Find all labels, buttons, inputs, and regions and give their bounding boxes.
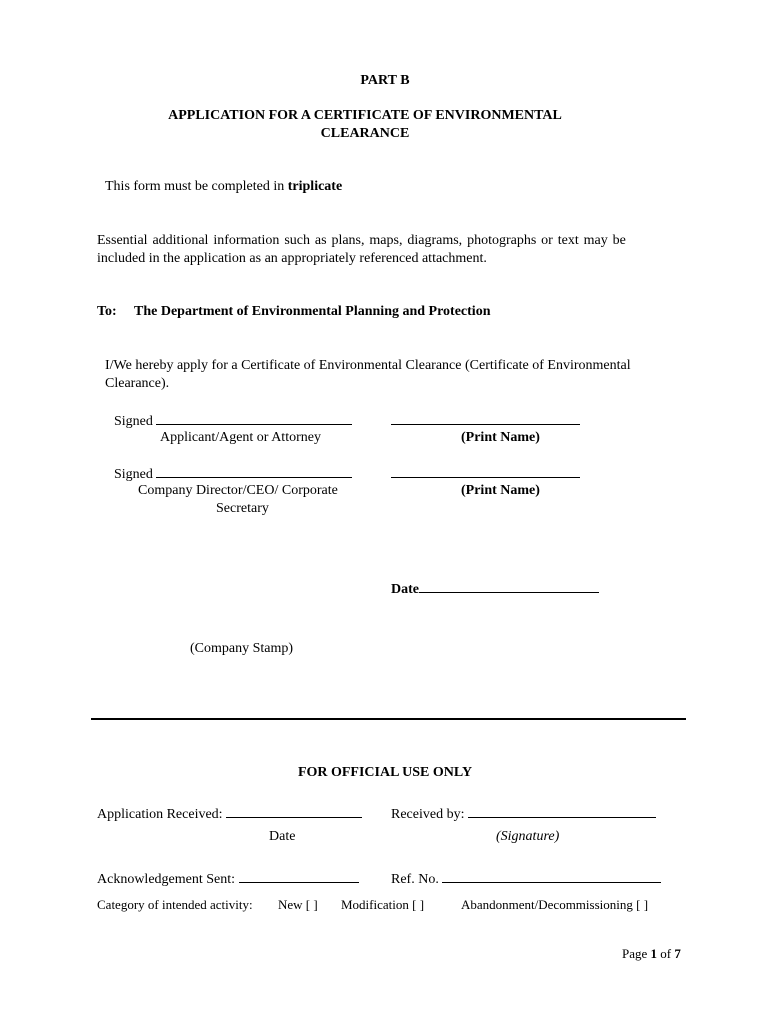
print-name-row-1: [391, 411, 580, 431]
triplicate-bold: triplicate: [287, 179, 343, 194]
signed-label: Signed: [114, 414, 153, 429]
signature-row-2: [114, 464, 352, 484]
triplicate-prefix: This form must be completed in: [105, 179, 288, 194]
signed-label: Signed: [114, 467, 153, 482]
option-new-checkbox[interactable]: New [ ]: [278, 897, 318, 912]
info-line1: Essential additional information such as plans, maps, diagrams, photographs or text may be: [97, 233, 626, 248]
application-received-row: [97, 804, 362, 824]
page-prefix: Page: [622, 946, 651, 961]
received-by-label: Received by:: [391, 807, 465, 822]
acknowledgement-sent-field[interactable]: [239, 869, 359, 883]
triplicate-note: [105, 178, 342, 196]
option-abandonment-checkbox[interactable]: Abandonment/Decommissioning [ ]: [461, 897, 649, 912]
received-by-field[interactable]: [468, 804, 656, 818]
to-label: To:: [97, 304, 117, 319]
signature-row-1: [114, 411, 352, 431]
date-field[interactable]: [419, 579, 599, 593]
section-divider: [91, 718, 686, 720]
director-signature-field[interactable]: [156, 464, 352, 478]
applicant-signature-field[interactable]: [156, 411, 352, 425]
application-line2: Clearance).: [105, 376, 170, 391]
date-caption: Date: [269, 829, 296, 844]
director-role-line2: Secretary: [216, 501, 269, 516]
form-title-line1: APPLICATION FOR A CERTIFICATE OF ENVIRONMENTAL: [168, 108, 562, 123]
director-role-line1: Company Director/CEO/ Corporate: [138, 483, 338, 498]
applicant-print-name-field[interactable]: [391, 411, 580, 425]
date-label: Date: [391, 582, 419, 597]
acknowledgement-row: [97, 869, 359, 889]
date-row: [391, 579, 599, 599]
category-label: Category of intended activity:: [97, 897, 253, 912]
page-of: of: [657, 946, 675, 961]
page-current: 1: [650, 946, 658, 961]
acknowledgement-sent-label: Acknowledgement Sent:: [97, 872, 236, 887]
official-use-heading: FOR OFFICIAL USE ONLY: [297, 765, 473, 780]
info-line2: included in the application as an appropriately referenced attachment.: [97, 251, 487, 266]
signature-caption: (Signature): [496, 829, 560, 844]
print-name-label-2: (Print Name): [461, 483, 540, 498]
applicant-role: Applicant/Agent or Attorney: [160, 430, 321, 445]
ref-no-label: Ref. No.: [391, 872, 439, 887]
company-stamp-label: (Company Stamp): [190, 641, 294, 656]
ref-no-field[interactable]: [442, 869, 661, 883]
received-by-row: [391, 804, 656, 824]
application-received-field[interactable]: [226, 804, 362, 818]
director-print-name-field[interactable]: [391, 464, 580, 478]
application-received-label: Application Received:: [97, 807, 223, 822]
application-line1: I/We hereby apply for a Certificate of Environmental Clearance (Certificate of Environmental: [105, 358, 631, 373]
page-number: [622, 945, 681, 963]
option-modification-checkbox[interactable]: Modification [ ]: [341, 897, 425, 912]
form-title-line2: CLEARANCE: [320, 126, 410, 141]
ref-no-row: [391, 869, 661, 889]
part-label: PART B: [360, 73, 410, 88]
department-name: The Department of Environmental Planning and Protection: [134, 304, 491, 319]
page-total: 7: [674, 946, 681, 961]
print-name-row-2: [391, 464, 580, 484]
print-name-label-1: (Print Name): [461, 430, 540, 445]
